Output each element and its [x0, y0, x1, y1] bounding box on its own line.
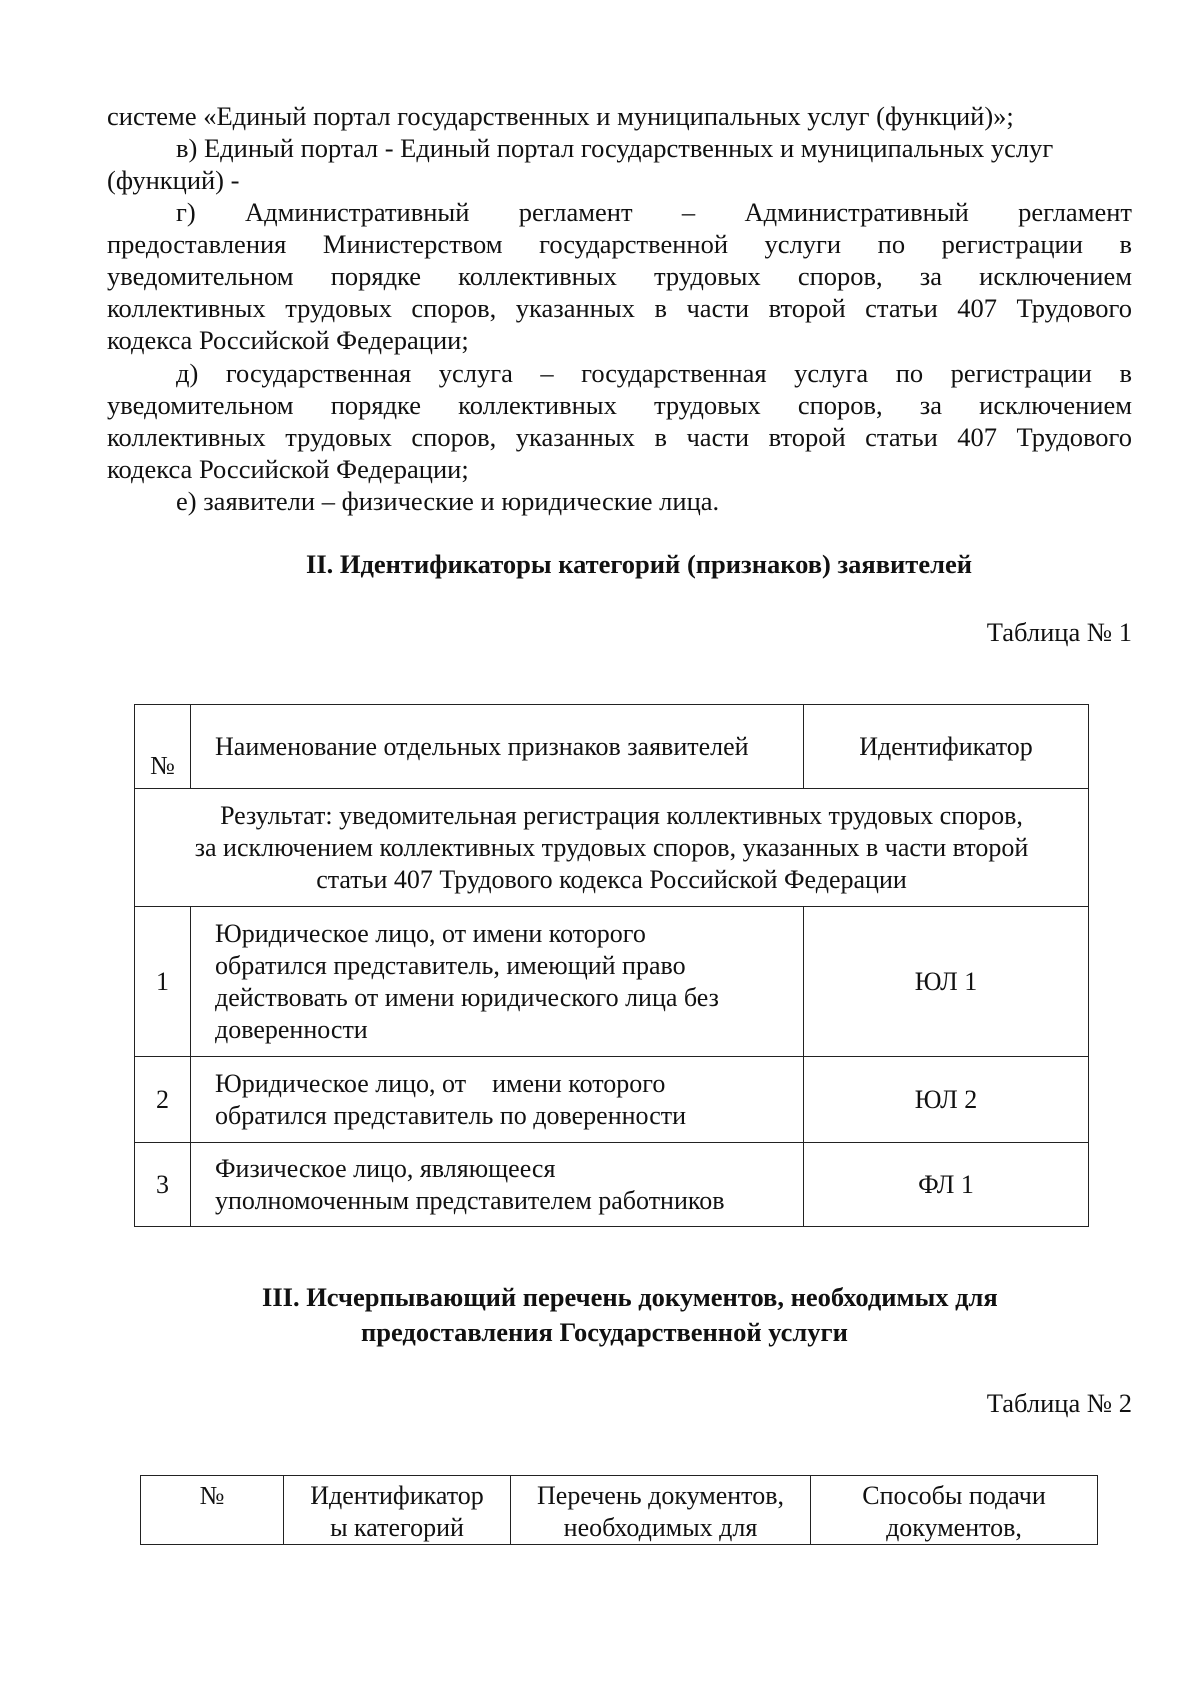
section-heading: предоставления Государственной услуги — [361, 1317, 848, 1347]
row-name-line: действовать от имени юридического лица без — [215, 982, 719, 1012]
header-documents — [511, 1476, 811, 1545]
text-line: коллективных трудовых споров, указанных в части второй статьи 407 Трудового — [107, 422, 1132, 452]
applicant-categories-table — [134, 704, 1089, 1227]
row-name-line: обратился представитель, имеющий право — [215, 950, 686, 980]
text-line: (функций) - — [107, 165, 240, 195]
section-heading: II. Идентификаторы категорий (признаков) заявителей — [306, 549, 972, 579]
row-name-line: уполномоченным представителем работников — [215, 1185, 725, 1215]
header-name: Наименование отдельных признаков заявителей — [191, 705, 804, 789]
text-line: е) заявители – физические и юридические лица. — [176, 486, 720, 516]
result-cell — [135, 789, 1089, 907]
header-num — [141, 1476, 284, 1545]
row-name — [191, 1057, 804, 1143]
row-name — [191, 1143, 804, 1227]
text-line: коллективных трудовых споров, указанных в части второй статьи 407 Трудового — [107, 293, 1132, 323]
row-name-line: обратился представитель по доверенности — [215, 1100, 687, 1130]
documents-table — [140, 1475, 1098, 1545]
header-submission-methods — [811, 1476, 1098, 1545]
text-line: д) государственная услуга – государственная услуга по регистрации в — [176, 358, 1132, 388]
table-row — [135, 907, 1089, 1057]
header-line: документов, — [886, 1513, 1022, 1542]
row-num: 3 — [135, 1143, 191, 1227]
text-line: системе «Единый портал государственных и муниципальных услуг (функций)»; — [107, 101, 1014, 131]
result-line: статьи 407 Трудового кодекса Российской Федерации — [316, 864, 907, 894]
header-line: необходимых для — [563, 1513, 758, 1542]
text-line: г) Административный регламент – Административный регламент — [176, 197, 1132, 227]
section-heading: III. Исчерпывающий перечень документов, необходимых для — [262, 1282, 998, 1312]
row-name — [191, 907, 804, 1057]
table-label: Таблица № 1 — [986, 617, 1132, 647]
header-line: Идентификатор — [310, 1481, 484, 1510]
header-line: № — [199, 1481, 225, 1510]
row-name-line: Юридическое лицо, от имени которого — [215, 918, 646, 948]
result-line: Результат: уведомительная регистрация коллективных трудовых споров, — [220, 800, 1023, 830]
text-line: кодекса Российской Федерации; — [107, 325, 469, 355]
table-label: Таблица № 2 — [986, 1388, 1132, 1418]
text-line: кодекса Российской Федерации; — [107, 454, 469, 484]
header-line: ы категорий — [330, 1513, 464, 1542]
table-header-row — [141, 1476, 1098, 1545]
row-id: ЮЛ 2 — [804, 1057, 1089, 1143]
result-line: за исключением коллективных трудовых споров, указанных в части второй — [194, 832, 1029, 862]
table-row — [135, 1143, 1089, 1227]
result-row — [135, 789, 1089, 907]
header-id: Идентификатор — [804, 705, 1089, 789]
row-id: ФЛ 1 — [804, 1143, 1089, 1227]
row-name-line: Юридическое лицо, от имени которого — [215, 1068, 666, 1098]
text-line: уведомительном порядке коллективных трудовых споров, за исключением — [107, 390, 1132, 420]
text-line: уведомительном порядке коллективных трудовых споров, за исключением — [107, 261, 1132, 291]
row-num: 1 — [135, 907, 191, 1057]
table-header-row — [135, 705, 1089, 789]
row-name-line: доверенности — [215, 1014, 368, 1044]
text-line: в) Единый портал - Единый портал государственных и муниципальных услуг — [176, 133, 1054, 163]
table-row — [135, 1057, 1089, 1143]
row-num: 2 — [135, 1057, 191, 1143]
header-category-id — [284, 1476, 511, 1545]
header-line: Способы подачи — [862, 1481, 1046, 1510]
text-line: предоставления Министерством государственной услуги по регистрации в — [107, 229, 1132, 259]
row-name-line: Физическое лицо, являющееся — [215, 1153, 556, 1183]
row-id: ЮЛ 1 — [804, 907, 1089, 1057]
header-num: № — [135, 705, 191, 789]
header-line: Перечень документов, — [537, 1481, 784, 1510]
